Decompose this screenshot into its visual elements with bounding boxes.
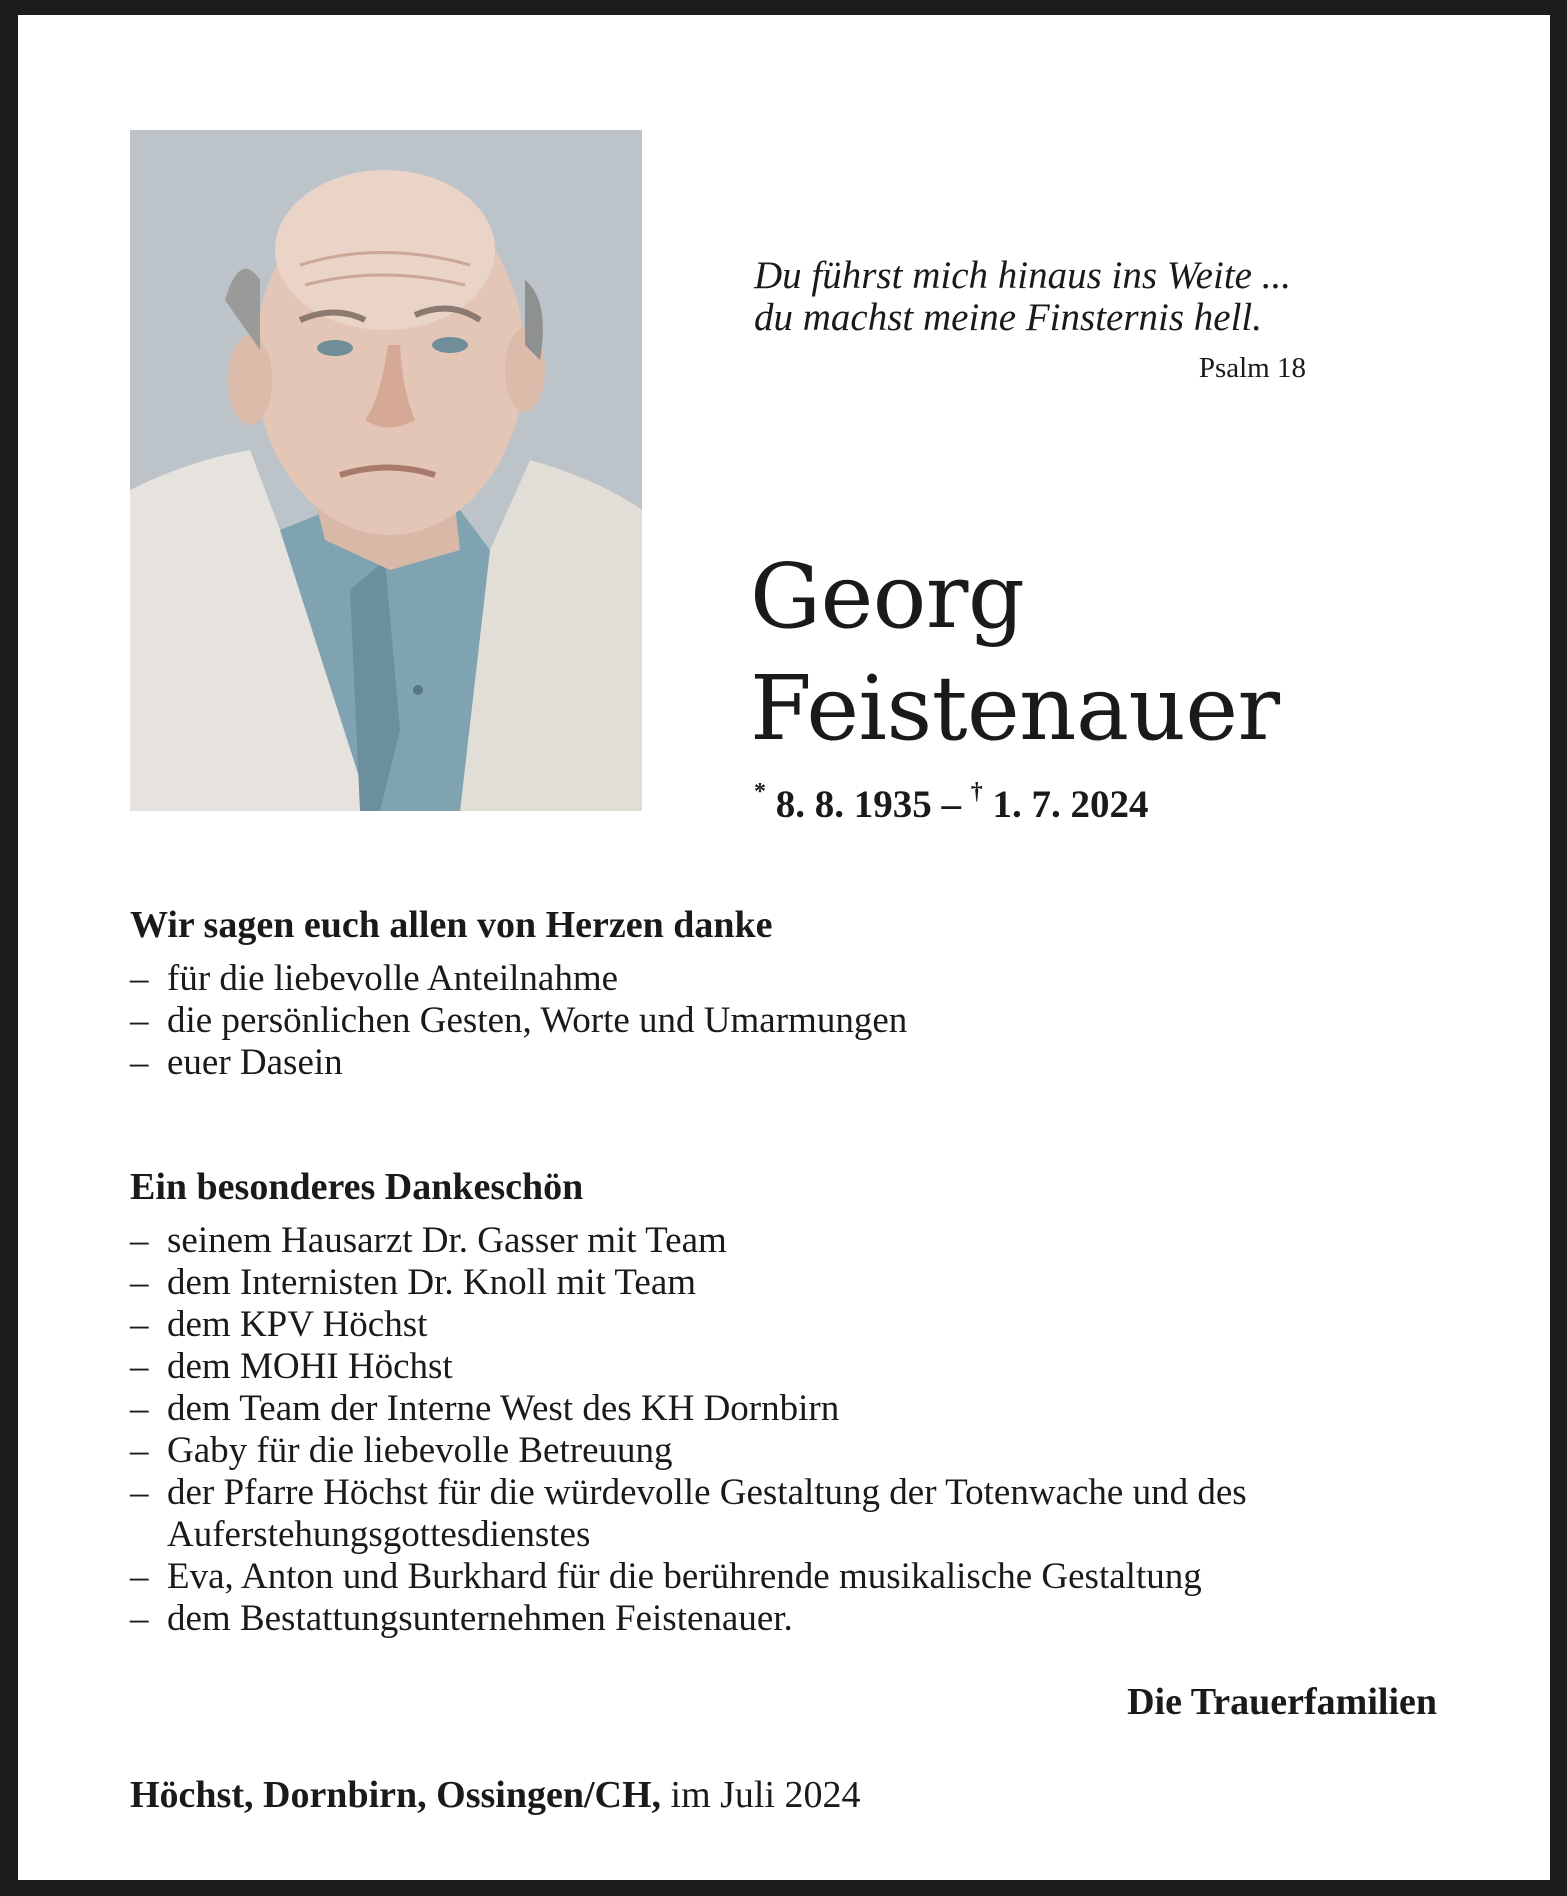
thanks-special-list bbox=[130, 1220, 1440, 1640]
footer-date: im Juli 2024 bbox=[670, 1774, 861, 1816]
list-dash: – bbox=[130, 1042, 149, 1083]
first-name: Georg bbox=[750, 544, 1025, 648]
list-dash: – bbox=[130, 1598, 149, 1639]
list-item: – dem Bestattungsunternehmen Feistenauer. bbox=[130, 1598, 793, 1639]
last-name: Feistenauer bbox=[750, 656, 1280, 760]
list-item: – die persönlichen Gesten, Worte und Umarmungen bbox=[130, 1000, 908, 1041]
deceased-name bbox=[750, 540, 1280, 764]
footer-places: Höchst, Dornbirn, Ossingen/CH, bbox=[130, 1774, 662, 1816]
thanks-general-list bbox=[130, 958, 907, 1084]
list-dash: – bbox=[130, 1304, 149, 1345]
list-dash: – bbox=[130, 1472, 149, 1513]
portrait-photo bbox=[130, 130, 642, 811]
quote-line-2: du machst meine Finsternis hell. bbox=[754, 296, 1263, 339]
thanks-general-title: Wir sagen euch allen von Herzen danke bbox=[130, 904, 773, 946]
list-dash: – bbox=[130, 1430, 149, 1471]
list-item: – für die liebevolle Anteilnahme bbox=[130, 958, 619, 999]
death-date: 1. 7. 2024 bbox=[992, 783, 1149, 826]
list-item: – euer Dasein bbox=[130, 1042, 343, 1083]
list-item: – dem MOHI Höchst bbox=[130, 1346, 453, 1387]
list-dash: – bbox=[130, 958, 149, 999]
list-item: – dem Internisten Dr. Knoll mit Team bbox=[130, 1262, 697, 1303]
birth-symbol: * bbox=[754, 779, 766, 805]
list-dash: – bbox=[130, 1262, 149, 1303]
life-dates bbox=[754, 779, 1149, 827]
list-dash: – bbox=[130, 1388, 149, 1429]
psalm-quote bbox=[754, 255, 1314, 339]
list-item: – der Pfarre Höchst für die würdevolle Gestaltung der Totenwache und des Auferstehungsgottesdienstes bbox=[130, 1472, 1247, 1555]
quote-source: Psalm 18 bbox=[1198, 352, 1306, 384]
list-dash: – bbox=[130, 1556, 149, 1597]
list-item: – seinem Hausarzt Dr. Gasser mit Team bbox=[130, 1220, 727, 1261]
date-separator: – bbox=[941, 783, 961, 826]
list-item: – Gaby für die liebevolle Betreuung bbox=[130, 1430, 673, 1471]
signature: Die Trauerfamilien bbox=[1127, 1681, 1437, 1723]
list-item: – dem KPV Höchst bbox=[130, 1304, 428, 1345]
footer-location-date bbox=[130, 1773, 861, 1817]
thanks-special-title: Ein besonderes Dankeschön bbox=[130, 1166, 584, 1208]
list-item: – dem Team der Interne West des KH Dornbirn bbox=[130, 1388, 840, 1429]
quote-line-1: Du führst mich hinaus ins Weite ... bbox=[754, 254, 1291, 297]
birth-date: 8. 8. 1935 bbox=[775, 783, 932, 826]
list-dash: – bbox=[130, 1346, 149, 1387]
list-dash: – bbox=[130, 1000, 149, 1041]
list-dash: – bbox=[130, 1220, 149, 1261]
list-item: – Eva, Anton und Burkhard für die berührende musikalische Gestaltung bbox=[130, 1556, 1202, 1597]
death-symbol: † bbox=[970, 779, 983, 805]
